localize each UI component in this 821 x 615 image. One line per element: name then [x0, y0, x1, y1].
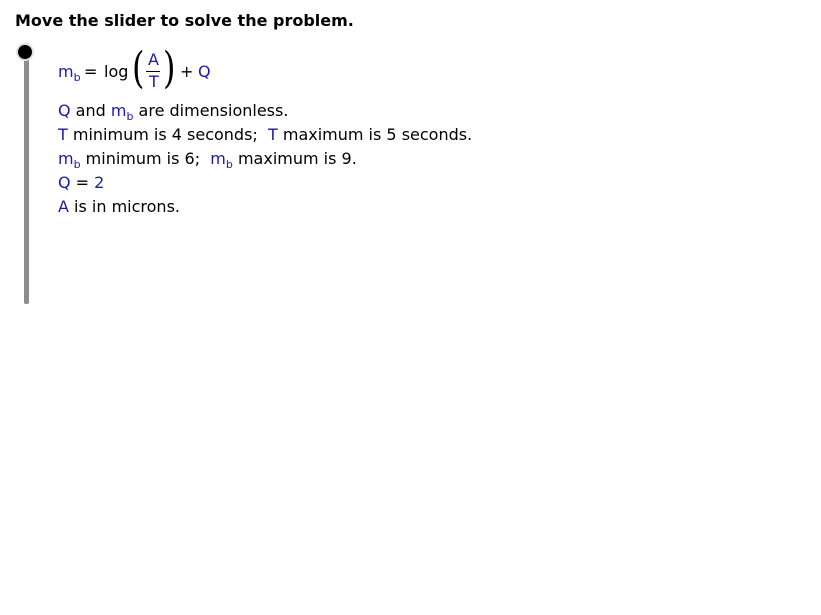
formula-equals: = [84, 62, 98, 81]
equals-sign: = [70, 173, 95, 192]
var-a: A [58, 197, 69, 216]
var-t: T [267, 125, 278, 144]
var-sub: b [73, 158, 81, 171]
text-fragment: and [70, 101, 111, 120]
var-t: T [58, 125, 68, 144]
var-mb [58, 149, 81, 171]
var-m: m [210, 149, 226, 168]
var-mb [110, 101, 134, 123]
var-m: m [110, 101, 127, 120]
var-m: m [58, 149, 74, 168]
var-sub: b [126, 110, 134, 123]
formula-plus: + [180, 62, 194, 81]
formula-left-paren: ( [132, 41, 145, 94]
var-mb [210, 149, 233, 171]
formula-term: Q [198, 62, 211, 81]
var-q: Q [58, 101, 71, 120]
formula-lhs-var: m [58, 62, 74, 81]
text-fragment: minimum is 4 seconds; [67, 125, 268, 144]
formula-lhs [58, 62, 81, 84]
instruction-heading: Move the slider to solve the problem. [15, 11, 354, 30]
text-fragment: is in microns. [68, 197, 180, 216]
text-line-4 [58, 173, 104, 193]
formula-numerator: A [148, 50, 159, 69]
formula-right-paren: ) [163, 41, 176, 94]
text-fragment: minimum is 6; [80, 149, 211, 168]
text-line-1 [58, 101, 288, 123]
q-value: 2 [94, 173, 105, 192]
var-q: Q [58, 173, 71, 192]
formula-lhs-sub: b [73, 71, 81, 84]
text-fragment: maximum is 9. [232, 149, 357, 168]
slider-track[interactable] [24, 52, 29, 304]
var-sub: b [225, 158, 233, 171]
text-line-2 [58, 125, 472, 145]
text-fragment: are dimensionless. [133, 101, 289, 120]
text-fragment: maximum is 5 seconds. [277, 125, 473, 144]
text-line-3 [58, 149, 357, 171]
formula-denominator: T [149, 72, 159, 91]
formula-log: log [104, 62, 129, 81]
text-line-5 [58, 197, 180, 217]
slider-handle[interactable] [16, 43, 34, 61]
